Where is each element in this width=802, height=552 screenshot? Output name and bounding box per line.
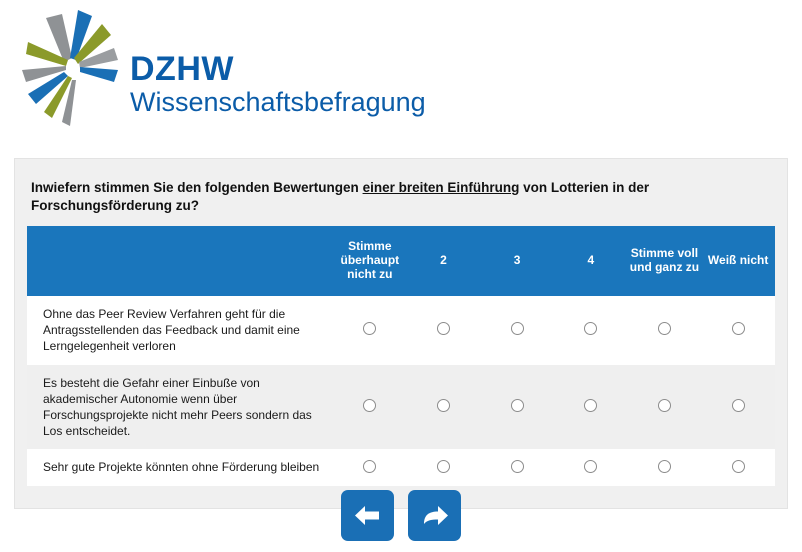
row-label-3: Sehr gute Projekte könnten ohne Förderung bleiben <box>27 449 333 485</box>
radio-r1-c5[interactable] <box>658 322 671 335</box>
row-label-2: Es besteht die Gefahr einer Einbuße von akademischer Autonomie wenn über Forschungsprojekte nicht mehr Peers sondern das Los entscheidet. <box>27 365 333 450</box>
back-button[interactable] <box>341 490 394 541</box>
navigation-bar <box>0 490 802 541</box>
radio-cell-r3-c5[interactable] <box>628 449 702 485</box>
question-text <box>31 179 775 214</box>
column-header-scale-2: 2 <box>407 226 481 296</box>
dzhw-pinwheel-logo-icon <box>18 8 128 133</box>
next-button[interactable] <box>408 490 461 541</box>
radio-cell-r1-c1[interactable] <box>333 296 407 365</box>
radio-r1-c3[interactable] <box>511 322 524 335</box>
row-label-1: Ohne das Peer Review Verfahren geht für die Antragsstellenden das Feedback und damit eine Lerngelegenheit verloren <box>27 296 333 365</box>
radio-r2-c5[interactable] <box>658 399 671 412</box>
survey-panel <box>14 158 788 509</box>
radio-r3-c2[interactable] <box>437 460 450 473</box>
radio-cell-r1-c4[interactable] <box>554 296 628 365</box>
column-header-scale-1: Stimme überhaupt nicht zu <box>333 226 407 296</box>
question-part-underlined: einer breiten Einführung <box>362 180 520 195</box>
arrow-right-icon <box>419 502 451 530</box>
rating-matrix <box>27 226 775 486</box>
radio-r1-c4[interactable] <box>584 322 597 335</box>
radio-cell-r2-c4[interactable] <box>554 365 628 450</box>
radio-cell-r2-c3[interactable] <box>480 365 554 450</box>
radio-cell-r3-c3[interactable] <box>480 449 554 485</box>
radio-cell-r1-c6[interactable] <box>701 296 775 365</box>
column-header-dont-know: Weiß nicht <box>701 226 775 296</box>
logo <box>18 8 802 133</box>
radio-cell-r2-c6[interactable] <box>701 365 775 450</box>
column-header-scale-3: 3 <box>480 226 554 296</box>
radio-cell-r1-c2[interactable] <box>407 296 481 365</box>
radio-r2-c4[interactable] <box>584 399 597 412</box>
radio-r2-c1[interactable] <box>363 399 376 412</box>
column-header-scale-4: 4 <box>554 226 628 296</box>
radio-r1-c2[interactable] <box>437 322 450 335</box>
table-row <box>27 296 775 365</box>
radio-r2-c6[interactable] <box>732 399 745 412</box>
table-row <box>27 449 775 485</box>
radio-r3-c1[interactable] <box>363 460 376 473</box>
radio-cell-r1-c5[interactable] <box>628 296 702 365</box>
logo-text <box>130 52 426 118</box>
matrix-header-row <box>27 226 775 296</box>
radio-r3-c5[interactable] <box>658 460 671 473</box>
logo-title: DZHW <box>130 50 234 88</box>
column-header-item <box>27 226 333 296</box>
radio-cell-r2-c2[interactable] <box>407 365 481 450</box>
radio-cell-r3-c1[interactable] <box>333 449 407 485</box>
column-header-scale-5: Stimme voll und ganz zu <box>628 226 702 296</box>
radio-r2-c2[interactable] <box>437 399 450 412</box>
radio-cell-r3-c2[interactable] <box>407 449 481 485</box>
table-row <box>27 365 775 450</box>
radio-r1-c1[interactable] <box>363 322 376 335</box>
logo-subtitle: Wissenschaftsbefragung <box>130 87 426 117</box>
radio-r3-c6[interactable] <box>732 460 745 473</box>
radio-r1-c6[interactable] <box>732 322 745 335</box>
radio-r3-c3[interactable] <box>511 460 524 473</box>
arrow-left-icon <box>352 502 384 530</box>
page-header <box>0 0 802 150</box>
question-part-after: von Lotterien in der Forschungsförderung zu? <box>31 180 650 213</box>
matrix-header <box>27 226 775 296</box>
radio-cell-r1-c3[interactable] <box>480 296 554 365</box>
radio-r3-c4[interactable] <box>584 460 597 473</box>
radio-r2-c3[interactable] <box>511 399 524 412</box>
matrix-body <box>27 296 775 486</box>
radio-cell-r3-c4[interactable] <box>554 449 628 485</box>
radio-cell-r3-c6[interactable] <box>701 449 775 485</box>
question-part-before: Inwiefern stimmen Sie den folgenden Bewertungen <box>31 180 363 195</box>
radio-cell-r2-c1[interactable] <box>333 365 407 450</box>
radio-cell-r2-c5[interactable] <box>628 365 702 450</box>
